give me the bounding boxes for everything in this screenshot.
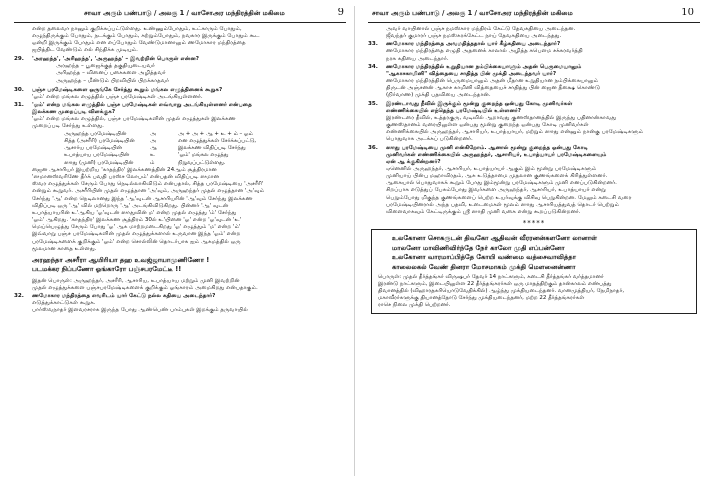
- left-page-number: 9: [337, 8, 344, 18]
- text-line: உபாத்யாயரின் உ'ஆகிய 'ஓ'வுடன் ஸாதுவின் ம' என்ற முதல் எழுத்து 'ம்' சேர்ந்து: [32, 209, 237, 216]
- question-text: 'ஓம்' என்ற மங்கல எழுத்தில் பஞ்ச பரமேஷ்டிகள் எவ்வாறு அடங்கியுள்ளனர் என்பதை: [32, 101, 252, 108]
- table-cell-letter: அ: [150, 137, 156, 144]
- question-text: இரண்டாவது நீவில் இருக்கும் மூன்று குறைந்த ஒன்பது கோடி முனிவர்கள்: [386, 100, 573, 107]
- boxed-verse-meaning: [378, 274, 690, 309]
- verse-block: [378, 234, 690, 272]
- text-line: பரமேஷ்டிகளைக் குறிக்கும் 'ஓம்' என்ற சொல்லின் தொடர்பாக ஐம் ஆகமத்தில் ஒரு: [32, 238, 241, 245]
- table-cell-name: சித்த (அசரீரி) பரமேஷ்டியின்: [64, 137, 135, 144]
- table-cell-note: நிறுவப்பட்டுள்ளது.: [178, 159, 226, 166]
- text-line: திவானத்தில் (விஹாரதகரியொடுவேதிக்கில்) ஆழ்ந்து முக்தியடைந்தனர். வானமுத்தியர், நேமிநாதர்,: [378, 288, 625, 295]
- text-line: ணமோகார மந்திரத்தை எழுதி அதனைக் காலால் அழித்த சுபௌம சக்கரவர்த்தி: [386, 48, 583, 55]
- text-line: இரண்டரை தீவில், உத்தரகுரு, வடிவில் ஆறாவது குணஸ்தானத்தில் இருந்து பதினான்காவது: [386, 114, 617, 121]
- text-line: எடுத்துக்காட்டுகள் கூறுக.: [32, 300, 96, 307]
- option-line: அரஹந்த – பூஜைக்குத் தகுதியுடையவர்: [56, 62, 155, 69]
- table-cell-letter: ம்: [150, 159, 155, 166]
- right-page-number: 10: [681, 8, 694, 18]
- question-number: 33.: [368, 41, 378, 48]
- question-number: 32.: [14, 293, 24, 300]
- text-line: பார்ஸ்வநாதர் இளவரசராக இருந்த போது ஆண்பெண் பாம்புகள் இறக்கும் தருவாயில்: [32, 307, 248, 314]
- text-line: விளைவாகவும் கேட்டிருக்கும் ஸ்ரீ ஸாதி முனி வகை என்று கூறப்படுகின்றனர்.: [386, 208, 581, 215]
- question-35-answer: [368, 115, 700, 144]
- question-number: 34.: [368, 63, 378, 70]
- text-line: எழுந்திருக்கும் போதும், நடக்கும் போதும், சுற்றும்போதும், நவகார இருக்கும் போதும் கூட: [32, 33, 260, 40]
- text-line: முறைப்படி சேர்ந்து உள்ளது.: [32, 123, 104, 130]
- verse-line: மாலனோ மாவிணிவிர்ந்தே நேர் காலோ முதி எப்பன்னோ: [392, 243, 565, 252]
- table-row: [14, 160, 346, 167]
- question-text: ணமோகார மந்திரத்தை அவமதித்ததால் யார் கீழ்கதியை அடைந்தார்?: [386, 41, 561, 48]
- question-29: [14, 56, 346, 63]
- question-text: எண்ணிக்கையில் எந்தெந்த பரமேஷ்டியில் உள்ளனர்?: [386, 107, 522, 114]
- text-line: இவ்வாறு பஞ்ச பரமேஷ்டிகளின் முதல் எழுத்துக்களால் உருவான இந்த 'ஓம்' என்ற: [32, 231, 241, 238]
- option-line: அரிஹந்த – வினைப் பகைகளை அழித்தவர்: [56, 70, 166, 77]
- text-line: பரமேஷ்டியினரால் அந்த பதவி, உடைமைகள் மூலம் ஸாது ஆசாரியத்துவத் தொடர் பெற்றும்: [386, 201, 620, 208]
- text-line: இரண்டு நாட்களும், இடையிலுள்ள 22 தீர்த்தங்கரர்கள் ஒரு மாதத்திற்கும் தான்காலம் எண்பத்து: [378, 281, 612, 288]
- text-line: பொதுவாக அடக்கப் படுகின்றனர்.: [386, 136, 473, 143]
- text-line: குணஸ்தானம் வரையிலுள்ள ஒன்பது மூன்று குறைந்த ஒன்பது கோடி முனிவர்கள்: [386, 122, 589, 129]
- question-34-answer: [368, 78, 700, 99]
- question-text: முனிவர்கள் எண்ணிக்கையில் அருஹந்தர், ஆசாரியர், உபாத்யாயர் பரமேஷ்டிகளையும்: [386, 151, 607, 158]
- text-line: சிறப்பாக எடுத்துப் பேசும்போது இவர்களை அருஹந்தர், ஆசாரியர், உபாத்யாயர் என்று: [386, 187, 606, 194]
- text-line: மூலமான காதை உள்ளது.: [32, 245, 97, 252]
- text-line: ஸ்வர எழுத்துக்கள் சேரும் போது நெடில்லாகிவிடும் என்பதால், சித்த பரமேஷ்டியை 'அசரீரி': [32, 181, 264, 188]
- question-29-options: [14, 63, 346, 86]
- verse-line: அரஹந்தா அசரீரா ஆயிரியா தஹ உவஜ்ஜாயாமுணிணோ !: [32, 255, 210, 264]
- text-line: நரக கதியை அடைந்தார்.: [386, 55, 449, 62]
- right-intro: [368, 26, 700, 40]
- text-line: பொருள்: முதல் தீர்த்தங்கர் விருஷபர் தேவர் 14 நாட்களும், கடைசி தீர்த்தங்கர் வர்த்தமானர்: [378, 274, 604, 281]
- text-line: ஜைன ஆசாரியர் இயற்றிய 'காதந்திர' இலக்கணத்தின் 24ஆம் சூத்திரமான: [32, 166, 217, 173]
- question-number: 29.: [14, 55, 24, 62]
- question-35: [368, 101, 700, 115]
- table-cell-letter: அ: [150, 130, 156, 137]
- text-line: ராசெ நிலை முக்தி பெற்றனர்.: [378, 302, 451, 309]
- table-cell-note: அ + அ + ஆ + உ + ம் – ஓம்: [178, 130, 253, 137]
- question-31-explanation: [14, 167, 346, 253]
- question-33-answer: [368, 48, 700, 62]
- text-line: 'ஸமானஸ்வரிணே தீர்க் பவதி பரஸ்ச லோபம்' என்பதன் விதிப்படி ஸமான: [32, 174, 220, 181]
- question-34: [368, 64, 700, 78]
- question-text: ணமோகார மந்திரத்தில் உறுதியான நம்பிக்கையாளும் அதன் பெருமையாலும்: [386, 63, 582, 70]
- text-line: என்றும் கூறுவர். அசரீரியின் முதல் எழுத்தான 'அ'வும், அருஹந்தர் முதல் எழுத்தான 'அ'வும்: [32, 188, 265, 195]
- verse-line: படமக்கர நிப்பணோ ஓங்காரோ பஞ்சபரமேட்டீ !!: [32, 265, 182, 274]
- text-line: திருடன் அஞ்சனன் ஆகாச காமினி வித்தையைச் சாதித்து பின் ஜைன தீக்ஷை கொண்டு: [386, 85, 601, 92]
- question-text: ஸாது பரமேஷ்டியை முனி என்கிறோம். ஆனால் மூன்று குறைந்த ஒன்பது கோடி: [386, 144, 588, 151]
- table-cell-note: 'ஓம்' மங்கல எழுத்து: [178, 152, 229, 159]
- table-row: [14, 145, 346, 152]
- table-cell-letter: ஆ: [150, 145, 157, 152]
- text-line: அவர் வாயினால் பஞ்ச நமஸ்கார மந்திரம் கேட்டு தேவகதியை அடைந்தன.: [386, 26, 576, 32]
- table-cell-name: உபாத்யாய பரமேஷ்டியின்: [64, 152, 130, 159]
- text-line: முதல் எழுத்துக்களை பஞ்சபரமேஷ்டிகளைக் குறிக்கும் ஓங்காரம் அமைகிறது என்பதாகும்.: [32, 285, 258, 292]
- table-row: [14, 131, 346, 138]
- question-text: ஏன் ஆ க்குகின்றனர்?: [386, 158, 441, 165]
- text-line: ஒன்றி இருக்கும் போதும் என எப்போதும் வேண்டுமானாலும் ணமோகார மந்திரத்தை: [32, 40, 246, 47]
- table-cell-name: ஆசார்ய பரமேஷ்டியின்: [64, 145, 122, 152]
- table-cell-note: இலக்கண விதிப்படி சேர்ந்து: [178, 145, 246, 152]
- text-line: ஆகையால் பொதுவாகக் கூறும் போது இம்மூன்று பரமேஷ்டிகளும் முனி எனப்படுகின்றனர்.: [386, 180, 617, 187]
- question-number: 31.: [14, 101, 24, 108]
- left-header-title: சாவா அரும் பண்பாடு / அலகு 1 / வாசோஅர மந்திரத்தின் மகிமை: [84, 9, 285, 17]
- text-line: முனியாய் பின்பு மஹாவிரதம், ஆசு உடுத்தாமை முதலான குணங்களைக் கிரித்துள்ளனர்.: [386, 173, 608, 180]
- right-page-header: [368, 8, 700, 23]
- question-number: 36.: [368, 144, 378, 151]
- answer-text: 'ஓம்' என்ற மங்கல எழுத்தில் பஞ்ச பரமேஷ்டிகள் அடங்கியுள்ளனர்.: [32, 93, 203, 100]
- table-cell-letter: உ: [150, 152, 155, 159]
- section-divider-stars: *****: [522, 219, 546, 228]
- text-line: இதன் பொருள்: அருஹந்தர், அசரீரி, ஆசாரிய, உபாத்யாய மற்றும் முனி இவற்றின்: [32, 277, 240, 284]
- option-line: அருஹந்த – மீண்டும் பிறவியில் பிறக்காதவர்: [56, 77, 170, 84]
- verse-line: உலகோனா வாரமாப்பித்தே கோயி வண்மை வத்சைவாவித்தா: [392, 253, 577, 262]
- left-intro: [14, 26, 346, 55]
- question-text: "ஆகாசகாமினி" வித்தையை சாதித்த பின் முக்தி அடைந்தவர் யார்?: [386, 70, 557, 77]
- text-line: ஏனெனில் அருஹந்தர், ஆசாரியர், உபாத்யாயர் ஆகும் இம் மூன்று பரமேஷ்டிகளும்: [386, 165, 597, 172]
- text-line: எண்ணிக்கையில் அருஹந்தர், ஆசாரியர், உபாத்யாயர், மற்றும் ஸாது என்னும் நான்கு பரமேஷ்டிகளும்: [386, 129, 644, 136]
- question-31-answer-intro: [14, 116, 346, 130]
- verse-meaning: [14, 278, 346, 292]
- question-text: பஞ்ச பரமேஷ்டிகளை ஒருங்கே சேர்த்து கூறும் மங்கல எழுத்தினைக் கூறுக?: [32, 86, 223, 93]
- question-text: இலக்கண முறைப்படி விளக்குக?: [32, 109, 116, 116]
- left-page: [14, 8, 346, 473]
- text-line: 'ஓம்' என்ற மங்கல எழுத்தில், பஞ்ச பரமேஷ்டிகளின் முதல் எழுத்துகள் இலக்கண: [32, 116, 236, 123]
- question-30: [14, 87, 346, 94]
- question-36: [368, 145, 700, 166]
- question-32: [14, 293, 346, 300]
- verse-line: காலைலகல் வேண் தினரா மோசமாகம் முக்தி மௌனைன்ணா: [392, 262, 576, 271]
- text-line: ஜபித்திட வேண்டும் எல் சிந்திக்க முடியும்.: [32, 47, 138, 54]
- text-line: விதிப்படி ஒரு 'ஆ' வில் மற்றொரு 'ஆ' அடங்கிவிடுகிறது. பின்னர் 'ஆ' வுடன்: [32, 202, 229, 209]
- text-line: சேர்ந்து 'ஆ' என்ற நெடிலானது இந்த 'ஆ'வுடன் ஆசாரியரின் 'ஆ'வும் சேர்ந்து இலக்கண: [32, 195, 253, 202]
- text-line: பெறும்போது மிகுந்த குணங்களைப் பெற்ற உயர்வுக்கு விசிவு பெறுகின்றன. மேலும் கடைசி வரை: [386, 194, 632, 201]
- text-line: என்ற தலைவா நானும் குறிக்கப்பட்டுள்ளது. உண்ணும்போதும், உட்காரும் போதும்,: [32, 26, 242, 32]
- table-cell-name: அருஹந்த பரமேஷ்டியின்: [64, 130, 127, 137]
- verse-line: உலகோனா சொகருடன் திவகோ ஆதிவன் வீரரனன்களனோ லானாள்: [392, 234, 598, 243]
- table-row: [14, 152, 346, 159]
- right-page: [368, 8, 700, 473]
- left-page-header: [14, 8, 346, 23]
- question-32-answer: [14, 300, 346, 314]
- table-cell-note: என எழுத்துக்கள் சேர்க்கப்பட்டு,: [178, 137, 257, 144]
- boxed-verse: [371, 229, 697, 314]
- text-line: ஜீவந்தர் குமாரர் பஞ்ச நமஸ்கரக்கேட்ட நாய் தேவகதியை அடைந்தது.: [386, 33, 562, 40]
- text-line: மெய்யெழுத்து சேரும் போது 'ஓ' ஆக மாற்றமடைகிறது 'ஓ' எழுத்தும் 'ம' என்ற 'ம்': [32, 224, 241, 231]
- text-line: 'ஓம்' ஆகிறது. 'காதந்திர' இலக்கண சூத்திரம் 30ல் உ'யினை 'ஓ' என்ற 'ஓ'வுடன் 'உ': [32, 217, 242, 224]
- question-number: 35.: [368, 100, 378, 107]
- question-text: 'அரஹந்த', 'அரிஹந்த', 'அருஹந்த' – இவற்றின் பொருள் என்ன?: [32, 55, 199, 62]
- table-row: [14, 138, 346, 145]
- text-line: ணமோகார மந்திரத்தின் பெருமையாலும் அதன் மீதான உறுதியான நம்பிக்கையாலும்: [386, 78, 599, 85]
- question-number: 30.: [14, 86, 24, 93]
- verse-block: [14, 256, 346, 275]
- parameshti-table: [14, 131, 346, 167]
- text-line: மகாவீரர்களுக்கு தியானத்தோடு சேர்ந்து முக்தியடைந்தனர், மற்ற 22 தீர்த்தங்கரர்கள்: [378, 295, 585, 302]
- page-gutter: [354, 6, 355, 476]
- question-33: [368, 41, 700, 48]
- question-36-answer: [368, 166, 700, 216]
- question-text: ணமோகார மந்திரத்தை எவரிடம் யார் கேட்டு நல்ல கதியை அடைந்தார்?: [32, 293, 216, 300]
- right-header-title: சாவா அரும் பண்பாடு / அலகு 1 / வாசோஅர மந்திரத்தின் மகிமை: [372, 9, 573, 17]
- question-31: [14, 102, 346, 116]
- text-line: (நிர்வாண) முக்தி பதவியை அடைந்தான்.: [386, 92, 491, 99]
- table-cell-name: ஸாது (முனி) பரமேஷ்டியின்: [64, 159, 134, 166]
